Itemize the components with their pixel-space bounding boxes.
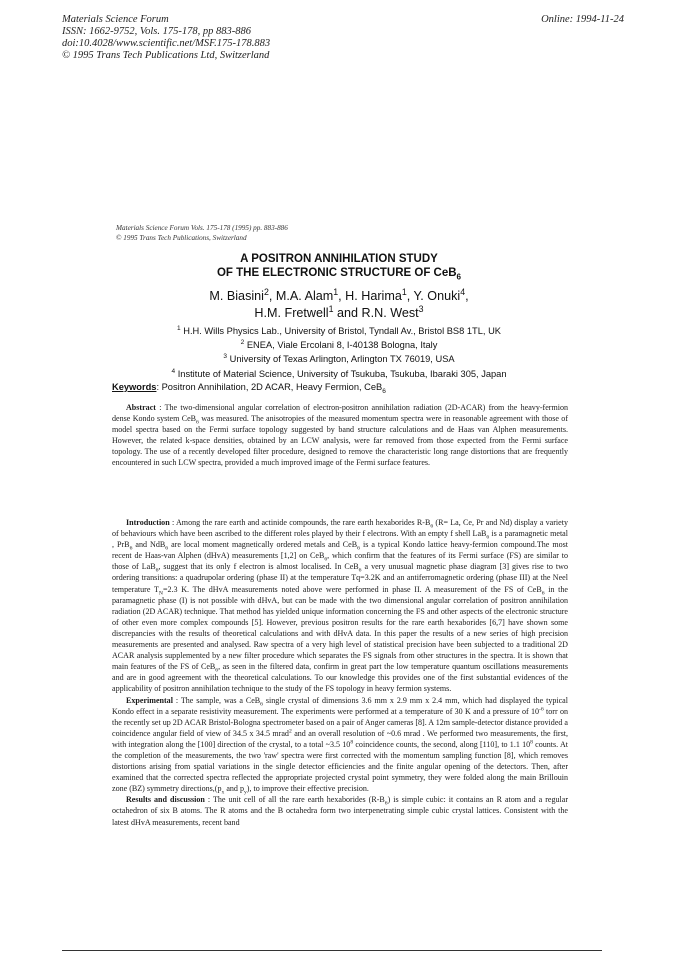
experimental-text: torr on the recently set up 2D ACAR Bristol-Bologna spectrometer based on a pair of Anger cameras [8]. A 12m sample-detector distance provided a coincidence angular field of view of 34.5 x 34.5 mrad <box>112 706 568 738</box>
intro-text: a very unusual magnetic phase diagram [3] gives rise to two ordering transitions: a quadrupolar ordering (phase II) at the temperature Tq=3.2K and an antiferromagnetic ordering (phase III) at the Neel temperature T <box>112 562 568 594</box>
abstract-subscript: 6 <box>196 419 199 426</box>
author-affil-mark: 1 <box>328 303 334 314</box>
intro-subscript: 6 <box>155 567 159 574</box>
experimental-paragraph <box>112 695 568 795</box>
experimental-superscript: 8 <box>530 739 533 746</box>
intro-subscript: 6 <box>541 590 545 597</box>
author-list <box>0 288 678 322</box>
experimental-superscript: 8 <box>350 739 354 746</box>
experimental-text: and an overall resolution of ~0.6 mrad . We performed two measurements, the first, with integration along the [100] direction of the crystal, to a total ~3.5 10 <box>112 728 568 749</box>
intro-text: is a paramagnetic metal , PrB <box>112 529 568 550</box>
experimental-subscript: 6 <box>260 701 263 708</box>
affiliation-text: ENEA, Viale Ercolani 8, I-40138 Bologna, Italy <box>246 340 438 351</box>
abstract <box>112 402 568 469</box>
intro-subscript: 6 <box>358 567 362 574</box>
article-source <box>116 224 288 243</box>
intro-subscript: 6 <box>430 523 434 530</box>
author-affil-mark: 1 <box>401 286 407 297</box>
author-separator: , <box>465 289 469 303</box>
author-name: H.M. Fretwell <box>254 306 329 320</box>
intro-text: , suggest that its only f electron is almost localised. In CeB <box>158 562 359 572</box>
keywords-text: : Positron Annihilation, 2D ACAR, Heavy Fermion, CeB <box>156 382 383 392</box>
title-line-1: A POSITRON ANNIHILATION STUDY <box>240 253 438 265</box>
intro-subscript: 6 <box>324 556 328 563</box>
author-affil-mark: 4 <box>460 286 466 297</box>
author-name: , M.A. Alam <box>268 289 334 303</box>
intro-text: , which confirm that the features of its Fermi surface (FS) are similar to those of LaB <box>112 551 568 572</box>
experimental-text: coincidence counts, the second, along [110], to 1.1 10 <box>353 739 531 749</box>
affiliation-text: H.H. Wills Physics Lab., University of Bristol, Tyndall Av., Bristol BS8 1TL, UK <box>183 326 501 336</box>
journal-issn: ISSN: 1662-9752, Vols. 175-178, pp 883-886 <box>62 26 251 37</box>
results-subscript: 6 <box>384 800 388 807</box>
experimental-text: : The sample, was a CeB <box>172 695 261 705</box>
experimental-text: and p <box>224 784 244 794</box>
results-label: Results and discussion <box>126 795 205 805</box>
keywords-label: Keywords <box>112 382 157 392</box>
experimental-subscript: y <box>243 789 247 796</box>
author-affil-mark: 3 <box>418 303 424 314</box>
affiliation-number: 4 <box>171 367 176 375</box>
affiliation-number: 2 <box>240 339 245 347</box>
intro-text: and NdB <box>132 540 166 550</box>
abstract-label: Abstract <box>126 403 156 412</box>
intro-text: is a typical Kondo lattice heavy-fermion compound.The most recent de Haas-van Alphen (dHvA) measurements [1,2] on CeB <box>112 540 569 561</box>
results-text: : The unit cell of all the rare earth hexaborides (R-B <box>204 795 385 805</box>
affiliation <box>0 352 678 366</box>
article-source-line: Materials Science Forum Vols. 175-178 (1995) pp. 883-886 <box>116 224 288 232</box>
main-body <box>112 517 568 828</box>
online-date: Online: 1994-11-24 <box>541 14 624 25</box>
results-paragraph <box>112 794 568 827</box>
title-line-2-text: OF THE ELECTRONIC STRUCTURE OF CeB <box>216 267 457 279</box>
intro-text: , as seen in the filtered data, confirm in great part the low temperature quantum oscillations measurements and are in good agreement with the theoretical calculations. To our knowledge this provides one of the first substantial evidences of the applicability of positron annihilation technique to the study of the FS topology in heavy fermion systems. <box>112 662 568 694</box>
keywords-subscript: 6 <box>382 387 386 395</box>
intro-subscript: 6 <box>165 545 169 552</box>
footer-rule <box>62 950 602 951</box>
journal-doi: doi:10.4028/www.scientific.net/MSF.175-178.883 <box>62 38 271 49</box>
experimental-subscript: x <box>221 789 225 796</box>
experimental-text: single crystal of dimensions 3.6 mm x 2.9 mm x 2.4 mm, which had displayed the typical Kondo effect in a separate resistivity measurement. The experiments were performed at a temperature of 30 K and a pressure of 10 <box>112 695 568 716</box>
experimental-superscript: 2 <box>288 728 292 735</box>
author-name: M. Biasini <box>209 289 264 303</box>
experimental-text: ), to improve their effective precision. <box>246 784 369 794</box>
affiliation-text: University of Texas Arlington, Arlington TX 76019, USA <box>229 354 455 365</box>
intro-subscript: 6 <box>486 534 490 541</box>
keywords <box>112 382 386 395</box>
intro-subscript: 6 <box>215 667 219 674</box>
journal-copyright: © 1995 Trans Tech Publications Ltd, Switzerland <box>62 50 270 61</box>
affiliation <box>0 367 678 381</box>
results-text: ) is simple cubic: it contains an R atom and a regular octahedron of six B atoms. The R atoms and the B octahedra form two interpenetrating simple cubic crystal lattices. Consistent with the latest dHvA measurements, recent band <box>112 795 569 827</box>
article-source-copyright: © 1995 Trans Tech Publications, Switzerland <box>116 233 247 242</box>
author-line-1 <box>0 288 678 305</box>
intro-text: (R= La, Ce, Pr and Nd) display a variety of behaviours which have been ascribed to the different roles played by their f electrons. With an empty f shell LaB <box>112 518 568 539</box>
affiliation <box>0 338 678 352</box>
abstract-paragraph <box>112 402 568 469</box>
title-subscript: 6 <box>456 272 462 282</box>
affiliation-text: Institute of Material Science, University of Tsukuba, Tsukuba, Ibaraki 305, Japan <box>177 368 507 379</box>
author-name: and R.N. West <box>333 306 419 320</box>
affiliation <box>0 324 678 338</box>
experimental-label: Experimental <box>126 695 173 705</box>
affiliation-list <box>0 324 678 381</box>
intro-subscript: 6 <box>129 545 133 552</box>
introduction-label: Introduction <box>126 518 170 527</box>
intro-subscript: N <box>158 590 163 597</box>
author-name: , H. Harima <box>338 289 402 303</box>
journal-name: Materials Science Forum <box>62 14 169 25</box>
experimental-superscript: -6 <box>539 705 544 712</box>
author-affil-mark: 1 <box>333 286 339 297</box>
author-name: , Y. Onuki <box>406 289 461 303</box>
author-affil-mark: 2 <box>263 286 269 297</box>
abstract-text: was measured. The anisotropies of the measured momentum spectra were in reasonable agreement with those of model spectra based on the Fermi surface topology suggested by band structure calculations and de Haas van Alphen measurements. However, the related k-space densities, obtained by an LCW analysis, were far removed from those expected from the Fermi surface topology. The use of a recently developed filter procedure, designed to remove the characteristic long range distortions that are frequently encountered in such LCW spectra, provided a much improved image of the Fermi surface features. <box>112 414 569 468</box>
title-line-2 <box>0 266 678 280</box>
affiliation-number: 3 <box>223 353 228 361</box>
experimental-text: counts. At the completion of the measurements, the two 'raw' spectra were first corrected with the momentum sampling function [8], which removes distortions arising from spatial variations in the single detector efficiencies and the finite angular opening of the detectors. Then, after examined that the corrected spectra reflected the appropriate projected crystal point symmetry, they were folded along the main Brillouin zone (BZ) symmetry directions,(p <box>112 739 568 794</box>
intro-text: =2.3 K. The dHvA measurements noted above were performed in phase II. A measurement of the FS of CeB <box>162 584 542 594</box>
abstract-text: : The two-dimensional angular correlation of electron-positron annihilation radiation (2D-ACAR) from the heavy-fermion dense Kondo system CeB <box>112 403 568 424</box>
intro-subscript: 6 <box>357 545 360 552</box>
affiliation-number: 1 <box>177 324 181 332</box>
paper-title <box>0 252 678 280</box>
intro-text: : Among the rare earth and actinide compounds, the rare earth hexaborides R-B <box>169 518 431 527</box>
author-line-2 <box>0 305 678 322</box>
introduction-paragraph <box>112 517 568 695</box>
intro-text: are local moment magnetically ordered metals and CeB <box>168 540 358 550</box>
intro-text: in the paramagnetic phase (I) is not possible with dHvA, but can be made with the two dimensional angular correlation of positron annihilation radiation (2D ACAR) technique. That method has yielded unique information concerning the FS and other aspects of the electronic structure of other even more complex compounds [5]. However, previous positron results for the rare earth hexaborides [6,7] have shown some discrepancies with the results of theoretical calculations and with dHvA data. In this paper the results of a new series of high precision measurements are presented and analysed. Raw spectra of a very high level of statistical precision have been subjected to a traditional 2D ACAR analysis supplemented by a new filter procedure which separates the FS signals from other structures in the spectra. It is shown that main features of the FS of CeB <box>112 584 568 672</box>
journal-header <box>62 14 270 62</box>
